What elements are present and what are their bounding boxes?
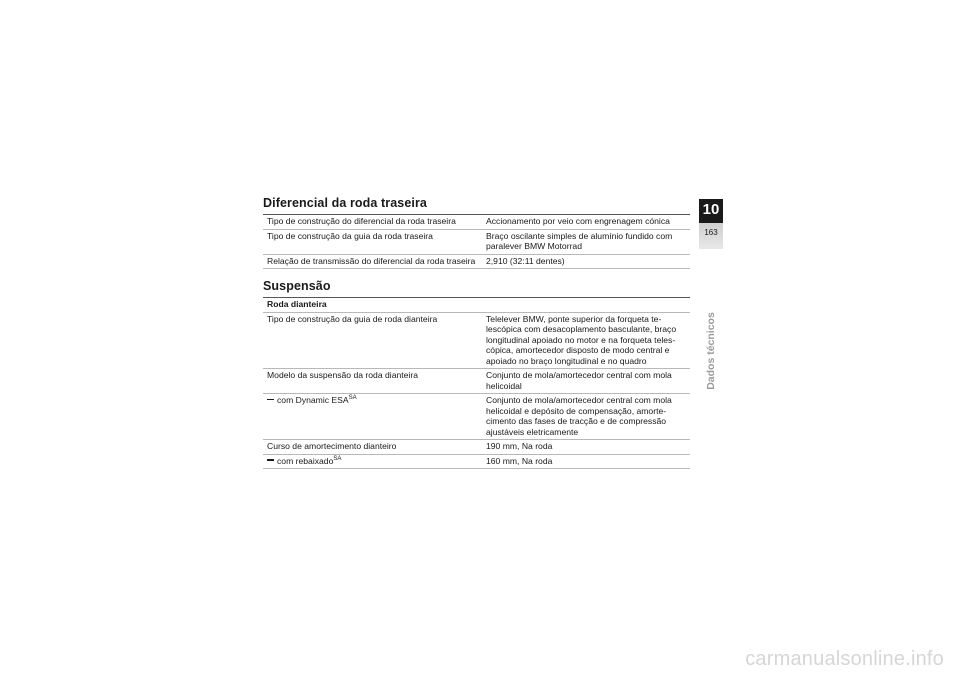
- spec-label-option: [263, 454, 482, 469]
- table-row: [263, 312, 690, 369]
- option-marker: SA: [348, 395, 357, 401]
- section-title-suspension: Suspensão: [263, 279, 331, 293]
- option-label: com rebaixado: [277, 455, 334, 466]
- table-row: [263, 454, 690, 469]
- suspension-table: [263, 297, 690, 469]
- chapter-number: 10: [702, 201, 720, 218]
- dash-icon: [267, 399, 274, 401]
- spec-label-option: [263, 394, 482, 440]
- suspension-section: [263, 279, 690, 469]
- spec-label: Tipo de construção da guia da roda traseira: [263, 229, 482, 254]
- spec-label: Tipo de construção do diferencial da roda traseira: [263, 215, 482, 230]
- section-title-rear-differential: Diferencial da roda traseira: [263, 196, 427, 210]
- spec-value: Braço oscilante simples de alumínio fundido com paralever BMW Motorrad: [482, 229, 690, 254]
- watermark: carmanualsonline.info: [745, 648, 944, 670]
- spec-value: Conjunto de mola/amortecedor central com mola helicoidal: [482, 369, 690, 394]
- spec-value: 190 mm, Na roda: [482, 440, 690, 455]
- spec-value: Telelever BMW, ponte superior da forqueta te-lescópica com desacoplamento basculante, braço longitudinal apoiado no motor e na forqueta teles-cópica, amortecedor disposto de modo central e apoiado no braço longitudinal e no quadro: [482, 312, 690, 369]
- spec-label: Relação de transmissão do diferencial da roda traseira: [263, 254, 482, 269]
- spec-label: Modelo da suspensão da roda dianteira: [263, 369, 482, 394]
- subheading-front-wheel: Roda dianteira: [263, 298, 690, 313]
- table-row: [263, 254, 690, 269]
- spec-label: Tipo de construção da guia de roda dianteira: [263, 312, 482, 369]
- rear-differential-table: [263, 214, 690, 269]
- dash-icon: [267, 459, 274, 461]
- table-row: [263, 440, 690, 455]
- table-row: [263, 369, 690, 394]
- table-row: [263, 229, 690, 254]
- page-number: 163: [704, 228, 718, 237]
- spec-value: Conjunto de mola/amortecedor central com mola helicoidal e depósito de compensação, amorte-cimento das fases de tracção e de compressão ajustáveis eletricamente: [482, 394, 690, 440]
- spec-content: [263, 196, 690, 469]
- spec-value: Accionamento por veio com engrenagem cónica: [482, 215, 690, 230]
- page-number-tab: [699, 223, 723, 249]
- table-row: [263, 215, 690, 230]
- option-label: com Dynamic ESA: [277, 395, 349, 405]
- option-marker: SA: [333, 455, 342, 462]
- spec-label: Curso de amortecimento dianteiro: [263, 440, 482, 455]
- spec-value: 2,910 (32:11 dentes): [482, 254, 690, 269]
- chapter-side-title: Dados técnicos: [705, 312, 717, 390]
- table-subheading-row: [263, 298, 690, 313]
- table-row: [263, 394, 690, 440]
- spec-value: 160 mm, Na roda: [482, 454, 690, 469]
